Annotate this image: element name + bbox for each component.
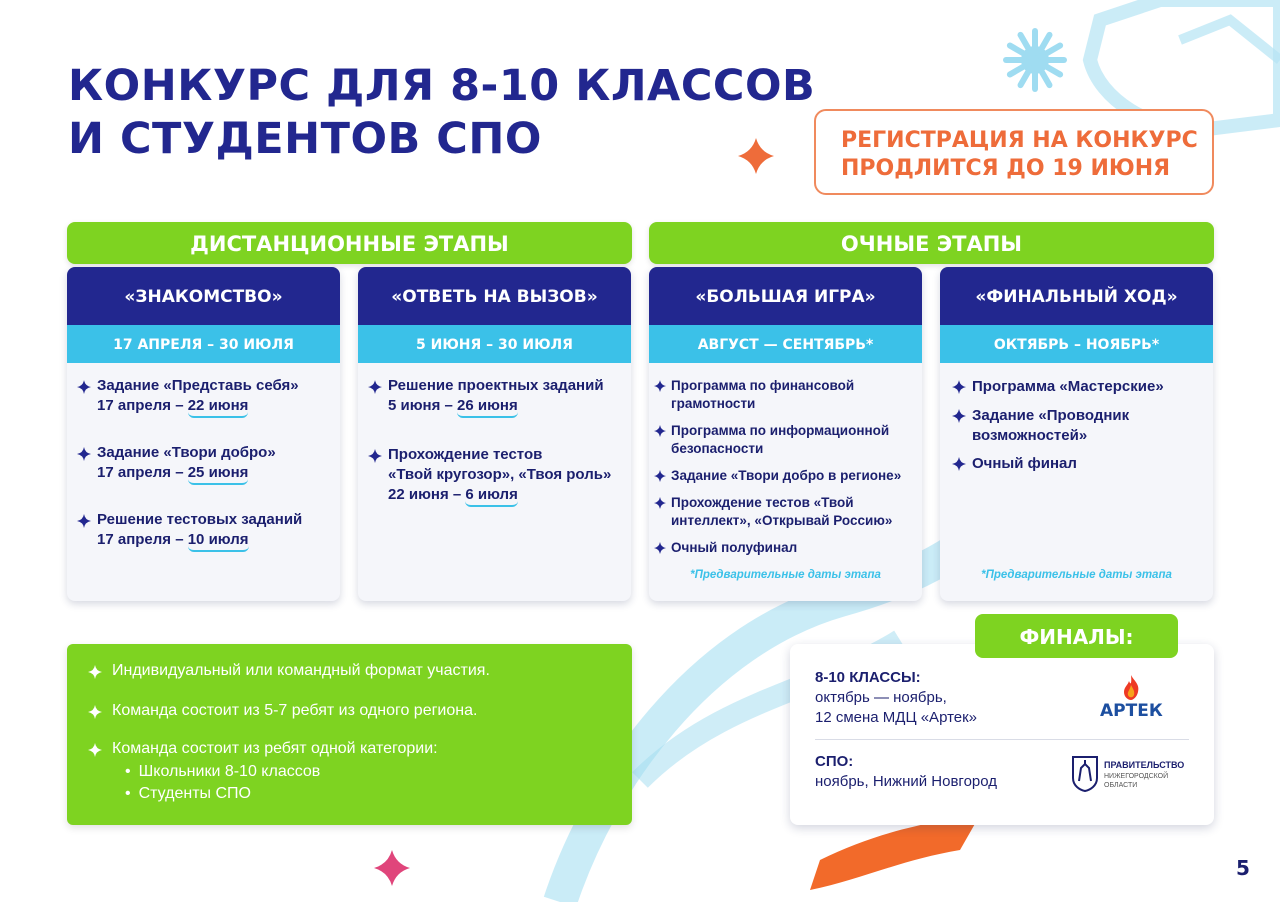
finals-school-place: 12 смена МДЦ «Артек»	[815, 709, 978, 726]
list-item: Задание «Проводник возможностей»	[972, 407, 1130, 444]
star-bullet-icon	[654, 470, 666, 482]
star-bullet-icon	[88, 743, 102, 757]
sparkle-pink-icon	[374, 850, 410, 886]
star-bullet-icon	[654, 542, 666, 554]
stage-dates: 5 ИЮНЯ – 30 ИЮЛЯ	[358, 325, 631, 363]
band-inperson: ОЧНЫЕ ЭТАПЫ	[649, 222, 1214, 264]
star-bullet-icon	[77, 514, 91, 528]
finals-label: ФИНАЛЫ:	[975, 614, 1178, 658]
list-item: Прохождение тестов «Твой кругозор», «Твоя роль» 22 июня – 6 июля	[388, 445, 611, 507]
star-bullet-icon	[952, 409, 966, 423]
star-bullet-icon	[654, 380, 666, 392]
star-bullet-icon	[368, 449, 382, 463]
star-bullet-icon	[77, 380, 91, 394]
star-bullet-icon	[88, 665, 102, 679]
stage-title: «БОЛЬШАЯ ИГРА»	[649, 267, 922, 325]
star-bullet-icon	[952, 380, 966, 394]
government-logo: ПРАВИТЕЛЬСТВО НИЖЕГОРОДСКОЙ ОБЛАСТИ	[1072, 754, 1202, 796]
info-point: Команда состоит из ребят одной категории:	[112, 740, 438, 757]
list-item: Программа по финансовой грамотности	[671, 378, 855, 411]
page-number: 5	[1236, 856, 1250, 880]
list-item: Очный полуфинал	[671, 540, 798, 555]
list-item: Прохождение тестов «Твой интеллект», «Открывай Россию»	[671, 495, 893, 528]
title-line-2: И СТУДЕНТОВ СПО	[68, 114, 542, 164]
registration-line-2: ПРОДЛИТСЯ ДО 19 ИЮНЯ	[841, 156, 1171, 181]
stage-dates: АВГУСТ — СЕНТЯБРЬ*	[649, 325, 922, 363]
list-item: Задание «Твори добро» 17 апреля – 25 июня	[97, 443, 276, 485]
flame-icon	[1120, 675, 1142, 701]
list-item: Решение тестовых заданий 17 апреля – 10 июля	[97, 510, 302, 552]
stage-title: «ОТВЕТЬ НА ВЫЗОВ»	[358, 267, 631, 325]
stage-card-znakomstvo	[67, 267, 340, 601]
list-item: Программа «Мастерские»	[972, 378, 1164, 395]
star-bullet-icon	[654, 497, 666, 509]
stage-title: «ФИНАЛЬНЫЙ ХОД»	[940, 267, 1213, 325]
finals-spo-place: ноябрь, Нижний Новгород	[815, 773, 998, 790]
page-title	[68, 60, 828, 166]
stage-card-finalny-hod	[940, 267, 1213, 601]
preliminary-dates-note: *Предварительные даты этапа	[690, 569, 881, 581]
band-distance: ДИСТАНЦИОННЫЕ ЭТАПЫ	[67, 222, 632, 264]
artek-logo: АРТЕК	[1100, 675, 1162, 721]
finals-school-dates: октябрь — ноябрь,	[815, 689, 947, 706]
star-bullet-icon	[654, 425, 666, 437]
stage-dates: 17 АПРЕЛЯ – 30 ИЮЛЯ	[67, 325, 340, 363]
info-point: Индивидуальный или командный формат участия.	[112, 662, 490, 679]
list-item: Задание «Представь себя» 17 апреля – 22 июня	[97, 376, 299, 418]
snowflake-icon	[1003, 28, 1067, 92]
finals-spo-heading: СПО:	[815, 753, 854, 770]
list-item: Решение проектных заданий 5 июня – 26 июня	[388, 376, 604, 418]
info-sub-point: • Школьники 8-10 классов	[125, 763, 320, 781]
star-bullet-icon	[368, 380, 382, 394]
stage-dates: ОКТЯБРЬ – НОЯБРЬ*	[940, 325, 1213, 363]
finals-school-heading: 8-10 КЛАССЫ:	[815, 669, 921, 686]
info-point: Команда состоит из 5-7 ребят из одного региона.	[112, 702, 478, 719]
stage-title: «ЗНАКОМСТВО»	[67, 267, 340, 325]
star-bullet-icon	[88, 705, 102, 719]
coat-of-arms-icon	[1072, 756, 1098, 792]
list-item: Программа по информационной безопасности	[671, 423, 890, 456]
preliminary-dates-note: *Предварительные даты этапа	[981, 569, 1172, 581]
star-bullet-icon	[952, 457, 966, 471]
stage-card-bolshaya-igra	[649, 267, 922, 601]
list-item: Задание «Твори добро в регионе»	[671, 468, 902, 483]
registration-line-1: РЕГИСТРАЦИЯ НА КОНКУРС	[841, 128, 1198, 153]
participation-info	[67, 644, 632, 825]
registration-notice	[814, 109, 1214, 195]
info-sub-point: • Студенты СПО	[125, 785, 251, 803]
title-line-1: КОНКУРС ДЛЯ 8-10 КЛАССОВ	[68, 61, 816, 111]
list-item: Очный финал	[972, 455, 1077, 472]
star-bullet-icon	[77, 447, 91, 461]
stage-card-otvet	[358, 267, 631, 601]
finals-box	[790, 644, 1214, 825]
divider	[815, 739, 1189, 740]
